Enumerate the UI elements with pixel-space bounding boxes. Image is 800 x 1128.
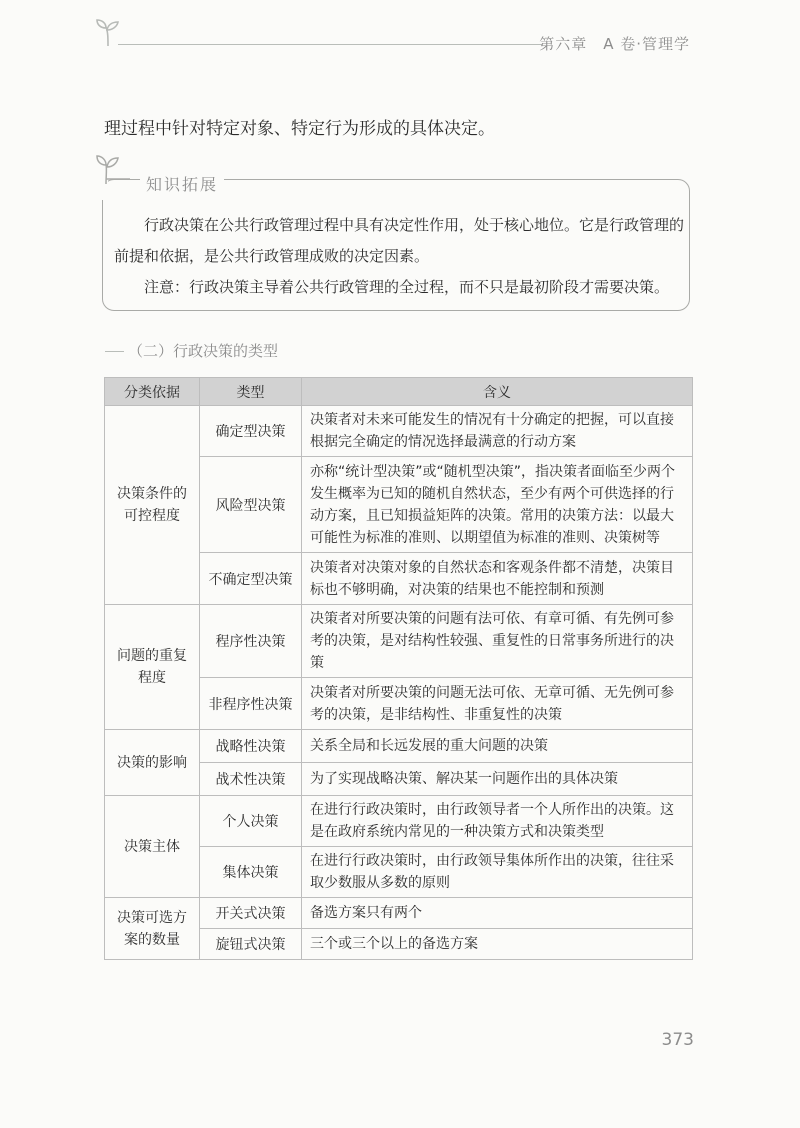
- meaning-cell: 在进行行政决策时，由行政领导者一个人所作出的决策。这是在政府系统内常见的一种决策方式和决策类型: [302, 796, 693, 847]
- meaning-cell: 决策者对所要决策的问题有法可依、有章可循、有先例可参考的决策，是对结构性较强、重复性的日常事务所进行的决策: [302, 605, 693, 678]
- meaning-cell: 亦称“统计型决策”或“随机型决策”，指决策者面临至少两个发生概率为已知的随机自然状态，至少有两个可供选择的行动方案，且已知损益矩阵的决策。常用的决策方法：以最大可能性为标准的准则、以期望值为标准的准则、决策树等: [302, 457, 693, 553]
- table-row: [105, 605, 693, 678]
- basis-cell: 决策主体: [105, 796, 200, 898]
- header-type: 类型: [200, 378, 302, 406]
- type-cell: 开关式决策: [200, 898, 302, 929]
- type-cell: 确定型决策: [200, 406, 302, 457]
- header-basis: 分类依据: [105, 378, 200, 406]
- chapter-title: 第六章 A 卷·管理学: [539, 35, 690, 53]
- meaning-cell: 决策者对所要决策的问题无法可依、无章可循、无先例可参考的决策，是非结构性、非重复性的决策: [302, 678, 693, 730]
- type-cell: 战术性决策: [200, 763, 302, 796]
- header-meaning: 含义: [302, 378, 693, 406]
- sprout-icon: [96, 152, 132, 186]
- type-cell: 程序性决策: [200, 605, 302, 678]
- page-number: 373: [661, 1030, 694, 1050]
- type-cell: 不确定型决策: [200, 553, 302, 605]
- meaning-cell: 决策者对决策对象的自然状态和客观条件都不清楚，决策目标也不够明确，对决策的结果也不能控制和预测: [302, 553, 693, 605]
- section-title: （二）行政决策的类型: [124, 340, 282, 361]
- type-cell: 个人决策: [200, 796, 302, 847]
- knowledge-paragraph-1: 行政决策在公共行政管理过程中具有决定性作用，处于核心地位。它是行政管理的前提和依据，是公共行政管理成败的决定因素。: [114, 216, 685, 265]
- table-row: [105, 898, 693, 929]
- lead-paragraph: 理过程中针对特定对象、特定行为形成的具体决定。: [104, 119, 495, 139]
- table-row: [105, 406, 693, 457]
- meaning-cell: 为了实现战略决策、解决某一问题作出的具体决策: [302, 763, 693, 796]
- type-cell: 风险型决策: [200, 457, 302, 553]
- basis-cell: 决策可选方案的数量: [105, 898, 200, 960]
- basis-cell: 问题的重复程度: [105, 605, 200, 730]
- meaning-cell: 备选方案只有两个: [302, 898, 693, 929]
- basis-cell: 决策条件的可控程度: [105, 406, 200, 605]
- meaning-cell: 决策者对未来可能发生的情况有十分确定的把握，可以直接根据完全确定的情况选择最满意的行动方案: [302, 406, 693, 457]
- meaning-cell: 在进行行政决策时，由行政领导集体所作出的决策，往往采取少数服从多数的原则: [302, 847, 693, 898]
- meaning-cell: 关系全局和长远发展的重大问题的决策: [302, 730, 693, 763]
- type-cell: 集体决策: [200, 847, 302, 898]
- type-cell: 战略性决策: [200, 730, 302, 763]
- knowledge-paragraph-2: 注意：行政决策主导着公共行政管理的全过程，而不只是最初阶段才需要决策。: [144, 278, 670, 296]
- knowledge-box-title: 知识拓展: [140, 172, 224, 195]
- table-row: [105, 730, 693, 763]
- meaning-cell: 三个或三个以上的备选方案: [302, 929, 693, 960]
- basis-cell: 决策的影响: [105, 730, 200, 796]
- type-cell: 非程序性决策: [200, 678, 302, 730]
- decision-types-table: [104, 377, 693, 960]
- type-cell: 旋钮式决策: [200, 929, 302, 960]
- header-rule: [118, 44, 542, 45]
- table-row: [105, 796, 693, 847]
- table-header-row: [105, 378, 693, 406]
